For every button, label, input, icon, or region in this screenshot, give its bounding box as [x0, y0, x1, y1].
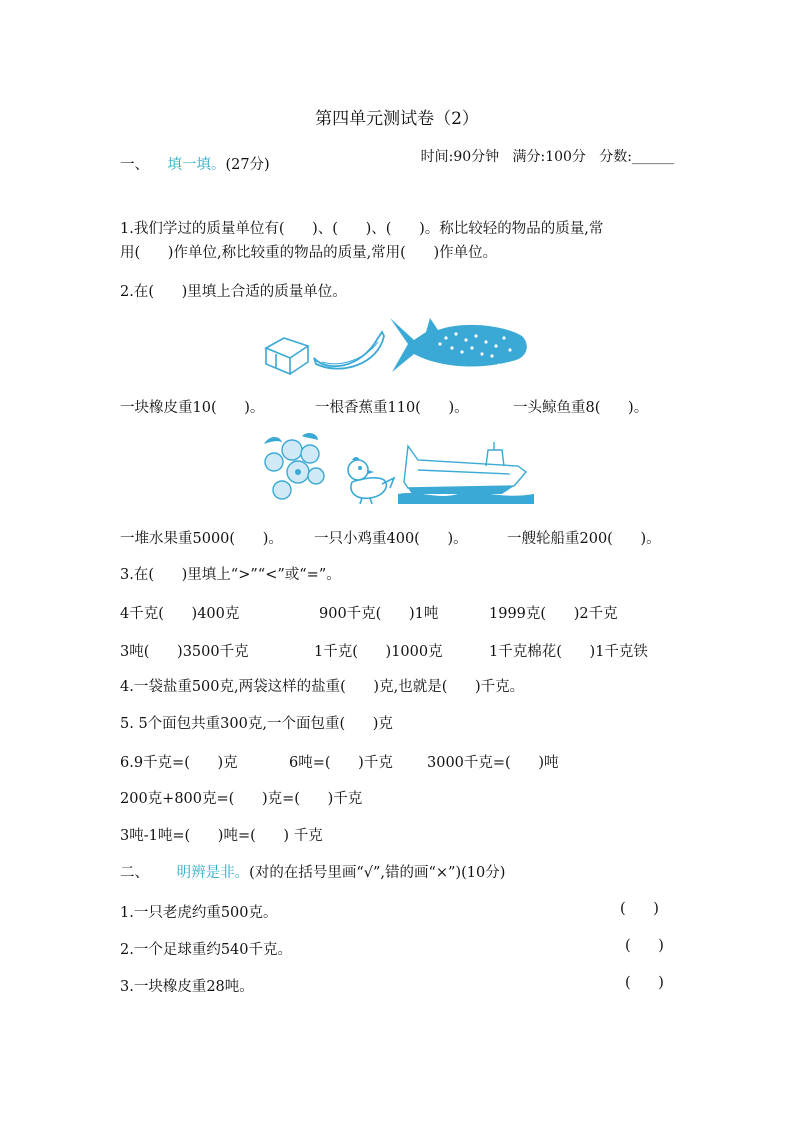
q6-line2: 200克+800克=( )克=( )千克 [120, 791, 363, 807]
section2-number: 二、 [120, 865, 149, 881]
whale-shark-icon [386, 314, 532, 380]
q3-item: 1千克( )1000克 [314, 644, 443, 660]
eraser-icon [262, 316, 312, 376]
section1-name: 填一填。 [167, 157, 226, 173]
q3-item: 1千克棉花( )1千克铁 [489, 644, 648, 660]
q3-item: 3吨( )3500千克 [120, 644, 249, 660]
fruit-pile-icon [258, 430, 334, 504]
q6-item: 6吨=( )千克 [289, 755, 393, 771]
q1-line1: 1.我们学过的质量单位有( )、( )、( )。称比较轻的物品的质量,常 [120, 221, 604, 237]
q6-item: 3000千克=( )吨 [427, 755, 559, 771]
q3-item: 1999克( )2千克 [489, 606, 618, 622]
section1-points: (27分) [225, 157, 270, 173]
page-title: 第四单元测试卷（2） [315, 109, 479, 129]
ship-icon [398, 436, 534, 504]
judge-bracket: ( ) [625, 938, 664, 954]
q4: 4.一袋盐重500克,两袋这样的盐重( )克,也就是( )千克。 [120, 679, 525, 695]
judge-item: 3.一块橡皮重28吨。 [120, 979, 254, 995]
q2-fruit: 一堆水果重5000( )。 [120, 531, 283, 547]
judge-item: 1.一只老虎约重500克。 [120, 905, 278, 921]
judge-bracket: ( ) [625, 975, 664, 991]
judge-bracket: ( ) [620, 901, 659, 917]
q5: 5. 5个面包共重300克,一个面包重( )克 [120, 716, 393, 732]
q2-eraser: 一块橡皮重10( )。 [120, 400, 265, 416]
section2-heading [120, 863, 505, 883]
section2-name: 明辨是非。 [176, 865, 250, 881]
q3-item: 4千克( )400克 [120, 606, 240, 622]
chick-icon [338, 454, 398, 504]
q3-item: 900千克( )1吨 [319, 606, 439, 622]
section1-number: 一、 [120, 157, 149, 173]
judge-item: 2.一个足球重约540千克。 [120, 942, 293, 958]
q1-line2: 用( )作单位,称比较重的物品的质量,常用( )作单位。 [120, 245, 498, 261]
section1-heading [120, 155, 270, 175]
exam-meta: 时间:90分钟 满分:100分 分数:______ [420, 149, 674, 165]
q2-prompt: 2.在( )里填上合适的质量单位。 [120, 284, 347, 300]
q6-item: 6.9千克=( )克 [120, 755, 238, 771]
q2-banana: 一根香蕉重110( )。 [315, 400, 469, 416]
q6-line3: 3吨-1吨=( )吨=( ) 千克 [120, 828, 323, 844]
banana-icon [312, 328, 386, 374]
q3-prompt: 3.在( )里填上“>”“<”或“=”。 [120, 567, 341, 583]
q2-ship: 一艘轮船重200( )。 [507, 531, 661, 547]
q2-chick: 一只小鸡重400( )。 [314, 531, 468, 547]
section2-instruction: (对的在括号里画“√”,错的画“×”)(10分) [249, 865, 506, 881]
q2-whale: 一头鲸鱼重8( )。 [513, 400, 649, 416]
